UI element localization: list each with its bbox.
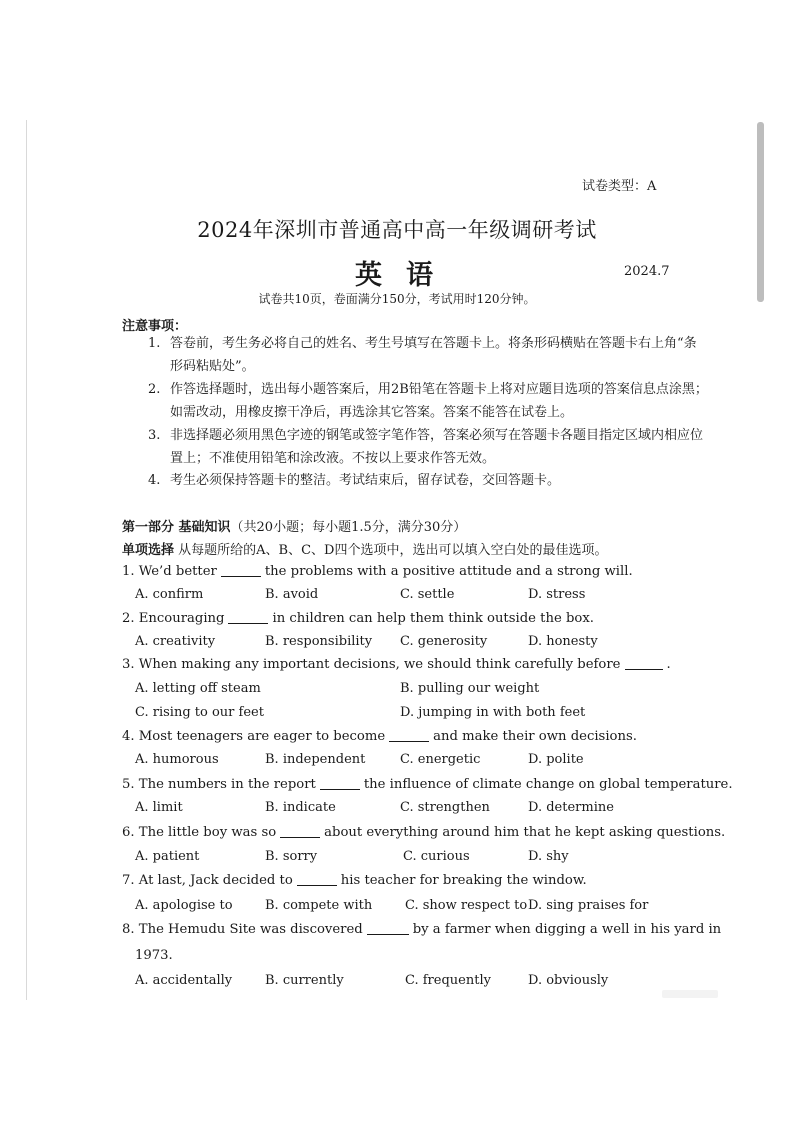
- question-text: 1. We’d better: [122, 564, 217, 579]
- option: B. pulling our weight: [400, 681, 540, 696]
- option: C. settle: [400, 587, 455, 602]
- option: D. shy: [528, 849, 569, 864]
- answer-blank: [367, 934, 409, 935]
- option: A. creativity: [135, 634, 216, 649]
- option: D. stress: [528, 587, 586, 602]
- notice-item: [148, 332, 708, 378]
- question-stem: [122, 611, 594, 626]
- page-edge: [26, 120, 27, 1000]
- question-text: 4. Most teenagers are eager to become: [122, 729, 386, 744]
- option: B. responsibility: [265, 634, 373, 649]
- question-stem: [122, 777, 733, 792]
- notice-text: 非选择题必须用黑色字迹的钢笔或签字笔作答，答案必须写在答题卡各题目指定区域内相应位置上；不准使用铅笔和涂改液。不按以上要求作答无效。: [170, 428, 704, 466]
- question-text: 8. The Hemudu Site was discovered: [122, 922, 363, 937]
- option: D. determine: [528, 800, 614, 815]
- answer-blank: [320, 789, 360, 790]
- subject-title: 英语: [355, 260, 457, 291]
- scan-mark: [662, 990, 718, 998]
- option: B. independent: [265, 752, 366, 767]
- option: C. strengthen: [400, 800, 490, 815]
- question-text: in children can help them think outside the box.: [272, 611, 594, 626]
- question-text: by a farmer when digging a well in his yard in: [412, 922, 722, 937]
- question-text: 7. At last, Jack decided to: [122, 873, 293, 888]
- option: C. curious: [403, 849, 470, 864]
- question-stem: [122, 564, 633, 579]
- question-text: 5. The numbers in the report: [122, 777, 316, 792]
- answer-blank: [297, 885, 337, 886]
- question-continuation: 1973.: [135, 948, 173, 963]
- notice-text: 答卷前，考生务必将自己的姓名、考生号填写在答题卡上。将条形码横贴在答题卡右上角“条形码粘贴处”。: [170, 336, 697, 374]
- option: D. honesty: [528, 634, 598, 649]
- option: C. frequently: [405, 973, 491, 988]
- option: A. apologise to: [135, 898, 233, 913]
- notice-text: 作答选择题时，选出每小题答案后，用2B铅笔在答题卡上将对应题目选项的答案信息点涂黑；如需改动，用橡皮擦干净后，再选涂其它答案。答案不能答在试卷上。: [170, 382, 708, 420]
- option: D. jumping in with both feet: [400, 705, 586, 720]
- notice-item: [148, 469, 708, 492]
- question-stem: [122, 657, 671, 672]
- answer-blank: [228, 623, 268, 624]
- notice-number: 4.: [148, 473, 161, 488]
- question-stem: [122, 922, 721, 937]
- option: A. letting off steam: [135, 681, 261, 696]
- option: D. sing praises for: [528, 898, 649, 913]
- notice-text: 考生必须保持答题卡的整洁。考试结束后，留存试卷，交回答题卡。: [170, 473, 561, 488]
- option: C. rising to our feet: [135, 705, 264, 720]
- exam-title: 2024年深圳市普通高中高一年级调研考试: [197, 218, 597, 242]
- question-text: 3. When making any important decisions, we should think carefully before: [122, 657, 621, 672]
- question-text: .: [666, 657, 671, 672]
- notice-item: [148, 424, 708, 470]
- notice-item: [148, 378, 708, 424]
- paper-type: 试卷类型：A: [582, 179, 657, 194]
- question-stem: [122, 729, 637, 744]
- question-text: 6. The little boy was so: [122, 825, 277, 840]
- option: C. energetic: [400, 752, 481, 767]
- instruction-text: 从每题所给的A、B、C、D四个选项中，选出可以填入空白处的最佳选项。: [178, 543, 608, 558]
- answer-blank: [221, 576, 261, 577]
- answer-blank: [625, 669, 663, 670]
- option: B. indicate: [265, 800, 336, 815]
- question-stem: [122, 873, 587, 888]
- question-text: his teacher for breaking the window.: [340, 873, 587, 888]
- answer-blank: [389, 741, 429, 742]
- option: B. compete with: [265, 898, 373, 913]
- notice-number: 2.: [148, 382, 161, 397]
- option: A. confirm: [135, 587, 204, 602]
- answer-blank: [280, 837, 320, 838]
- question-text: and make their own decisions.: [433, 729, 637, 744]
- option: B. currently: [265, 973, 344, 988]
- notice-number: 1.: [148, 336, 161, 351]
- option: A. accidentally: [135, 973, 233, 988]
- notice-heading: 注意事项：: [122, 319, 188, 334]
- scrollbar[interactable]: [757, 122, 764, 302]
- question-text: the problems with a positive attitude and a strong will.: [264, 564, 633, 579]
- part-title: 第一部分 基础知识: [122, 520, 231, 535]
- notice-number: 3.: [148, 428, 161, 443]
- question-text: about everything around him that he kept asking questions.: [324, 825, 726, 840]
- option: A. patient: [135, 849, 200, 864]
- option: B. avoid: [265, 587, 319, 602]
- option: B. sorry: [265, 849, 318, 864]
- question-stem: [122, 825, 725, 840]
- section-instruction: [122, 539, 607, 558]
- question-text: 2. Encouraging: [122, 611, 225, 626]
- option: C. show respect to: [405, 898, 528, 913]
- option: D. obviously: [528, 973, 609, 988]
- part-heading: [122, 516, 466, 535]
- question-text: the influence of climate change on global temperature.: [363, 777, 733, 792]
- option: A. humorous: [135, 752, 219, 767]
- instruction-label: 单项选择: [122, 543, 175, 558]
- exam-info: 试卷共10页，卷面满分150分，考试用时120分钟。: [258, 292, 536, 306]
- option: C. generosity: [400, 634, 488, 649]
- option: D. polite: [528, 752, 584, 767]
- part-detail: （共20小题；每小题1.5分，满分30分）: [230, 520, 467, 535]
- exam-date: 2024.7: [624, 264, 670, 279]
- option: A. limit: [135, 800, 183, 815]
